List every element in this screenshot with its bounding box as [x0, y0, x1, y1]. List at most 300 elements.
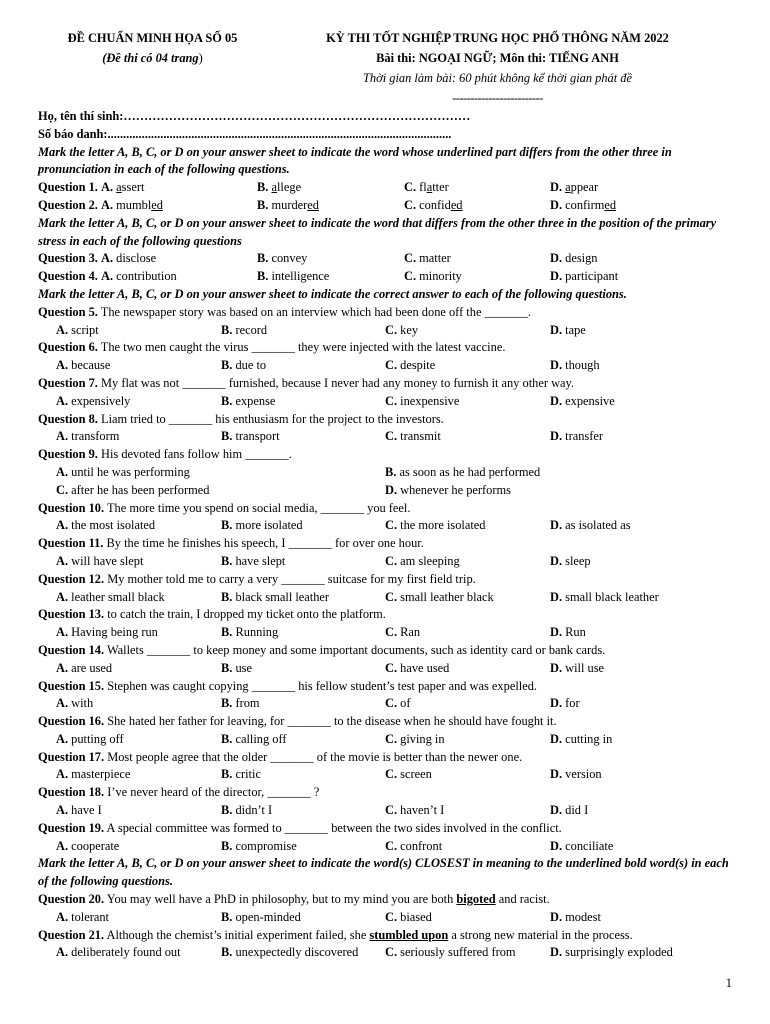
option-text: haven’t I [400, 803, 445, 818]
question-text: Wallets _______ to keep money and some important documents, such as identity card or bank cards. [106, 642, 606, 657]
question-2-row [38, 197, 733, 215]
grammar-questions [38, 304, 733, 856]
question-19-option-d [550, 838, 613, 856]
question-12-option-d [550, 589, 659, 607]
question-15-option-d [550, 695, 580, 713]
option-text: will have slept [71, 553, 144, 568]
candidate-name-field: Họ, tên thí sinh:………………………………………………………………………… [38, 109, 471, 123]
question-19-options [38, 838, 733, 856]
question-text: The more time you spend on social media, _______ you feel. [106, 500, 411, 515]
question-17 [38, 749, 733, 767]
option-letter: B. [385, 464, 397, 479]
option-text: contribution [116, 269, 177, 284]
option-text: expensive [565, 393, 615, 408]
option-text: leather small black [71, 589, 165, 604]
header-left [40, 28, 265, 68]
option-letter: B. [257, 180, 269, 195]
question-17-option-d [550, 766, 602, 784]
option-letter: B. [257, 269, 269, 284]
option-text: the more isolated [400, 518, 486, 533]
option-text: seriously suffered from [400, 945, 516, 960]
option-letter: A. [56, 731, 69, 746]
option-letter: C. [385, 553, 398, 568]
question-15-options [38, 695, 733, 713]
option-letter: C. [385, 518, 398, 533]
option-letter: D. [550, 589, 563, 604]
question-10-option-b [221, 517, 303, 535]
question-14-option-b [221, 660, 252, 678]
option-text: tape [565, 322, 586, 337]
question-15 [38, 678, 733, 696]
question-5-option-d [550, 322, 586, 340]
question-text: I’ve never heard of the director, _______ ? [107, 785, 320, 800]
option-text: script [71, 322, 99, 337]
page-number: 1 [725, 976, 732, 990]
option-letter: B. [221, 589, 233, 604]
option-text-post: tter [432, 180, 449, 195]
option-text: biased [400, 909, 432, 924]
option-text: version [565, 767, 602, 782]
question-21-options [38, 944, 733, 962]
option-letter: A. [101, 180, 114, 195]
question-11-option-b [221, 553, 285, 571]
instruction-stress: Mark the letter A, B, C, or D on your answer sheet to indicate the word that differs from the other three in the position of the primary stress in each of the following questions [38, 215, 717, 248]
option-letter: B. [221, 625, 233, 640]
question-1 [38, 179, 733, 197]
option-text-pre: confid [419, 197, 451, 212]
question-18-options [38, 802, 733, 820]
question-12-option-b [221, 589, 329, 607]
question-2-option-b [257, 197, 319, 215]
option-text: Running [235, 625, 279, 640]
question-13-option-b [221, 624, 278, 642]
option-letter: C. [385, 767, 398, 782]
option-text: whenever he performs [400, 482, 511, 497]
option-letter: A. [56, 767, 69, 782]
option-letter: C. [385, 945, 398, 960]
question-21-option-c [385, 944, 516, 962]
underlined-part: ed [307, 197, 319, 212]
question-5-option-b [221, 322, 267, 340]
candidate-id-field: Số báo danh:............................................................................................................... [38, 126, 452, 141]
option-letter: A. [56, 393, 69, 408]
option-letter: D. [550, 429, 563, 444]
option-letter: B. [221, 429, 233, 444]
question-text-post: and racist. [495, 892, 550, 907]
question-2-option-a [38, 197, 163, 215]
option-text: deliberately found out [71, 945, 181, 960]
question-21-option-b [221, 944, 358, 962]
option-text: have used [400, 660, 450, 675]
option-letter: D. [550, 838, 563, 853]
underlined-part: ed [151, 197, 163, 212]
option-letter: D. [550, 909, 563, 924]
option-letter: D. [550, 731, 563, 746]
question-20 [38, 891, 733, 909]
option-text: design [565, 251, 598, 266]
option-letter: C. [385, 322, 398, 337]
question-text-pre: You may well have a PhD in philosophy, but to my mind you are both [106, 892, 457, 907]
option-letter: B. [221, 945, 233, 960]
question-11-option-a [56, 553, 143, 571]
question-20-option-a [56, 909, 109, 927]
question-2 [38, 197, 733, 215]
question-label: Question 18. [38, 785, 105, 800]
option-letter: A. [101, 269, 114, 284]
question-15-option-c [385, 695, 410, 713]
option-text: Run [565, 625, 586, 640]
option-text: with [71, 696, 94, 711]
option-text: am sleeping [400, 553, 460, 568]
option-text-pre: murder [271, 197, 308, 212]
question-label: Question 12. [38, 571, 105, 586]
question-16 [38, 713, 733, 731]
question-1-option-c [404, 179, 449, 197]
question-label: Question 9. [38, 447, 98, 462]
question-text: His devoted fans follow him _______. [101, 447, 292, 462]
option-letter: C. [385, 625, 398, 640]
question-label: Question 17. [38, 749, 105, 764]
question-label: Question 11. [38, 536, 104, 551]
option-text-pre: confirm [565, 197, 605, 212]
option-letter: C. [385, 696, 398, 711]
question-6-options [38, 357, 733, 375]
option-letter: D. [550, 803, 563, 818]
question-6-option-a [56, 357, 110, 375]
question-label: Question 3. [38, 251, 98, 266]
question-3-option-d [550, 250, 598, 268]
option-text-pre: mumbl [116, 197, 152, 212]
underlined-part: a [116, 180, 122, 195]
question-text: A special committee was formed to _______ between the two sides involved in the conflict. [106, 820, 562, 835]
question-21 [38, 927, 733, 945]
option-letter: D. [550, 393, 563, 408]
option-letter: B. [221, 358, 233, 373]
question-21-option-a [56, 944, 181, 962]
question-15-option-b [221, 695, 260, 713]
question-1-row [38, 179, 733, 197]
option-text: are used [71, 660, 113, 675]
option-text: putting off [71, 731, 124, 746]
exam-code-title: ĐỀ CHUẨN MINH HỌA SỐ 05 [67, 31, 238, 45]
question-7-option-c [385, 393, 459, 411]
question-label: Question 20. [38, 892, 105, 907]
question-5-option-a [56, 322, 99, 340]
option-text: of [400, 696, 411, 711]
underlined-part: a [426, 180, 433, 195]
option-letter: C. [385, 909, 398, 924]
option-letter: B. [221, 553, 233, 568]
option-letter: B. [221, 909, 233, 924]
option-letter: D. [550, 358, 563, 373]
question-9-options [38, 482, 733, 500]
question-19-option-a [56, 838, 119, 856]
question-13-option-c [385, 624, 420, 642]
question-label: Question 8. [38, 411, 98, 426]
question-7-option-a [56, 393, 130, 411]
question-14-options [38, 660, 733, 678]
question-7-option-d [550, 393, 615, 411]
question-20-option-b [221, 909, 301, 927]
option-text: inexpensive [400, 393, 460, 408]
question-label: Question 15. [38, 678, 105, 693]
option-letter: A. [56, 429, 69, 444]
question-9-option-d [385, 482, 511, 500]
question-6-option-b [221, 357, 266, 375]
question-10-option-d [550, 517, 631, 535]
question-9-options [38, 464, 733, 482]
option-text: expense [235, 393, 276, 408]
option-letter: D. [550, 518, 563, 533]
exam-subject: Bài thi: NGOẠI NGỮ; Môn thi: TIẾNG ANH [376, 51, 619, 65]
option-text: cooperate [71, 838, 120, 853]
option-text: confront [400, 838, 443, 853]
highlighted-word: bigoted [456, 892, 496, 907]
page-count-paren: ) [198, 51, 203, 65]
question-11-option-c [385, 553, 460, 571]
option-letter: C. [385, 660, 398, 675]
exam-title: KỲ THI TỐT NGHIỆP TRUNG HỌC PHỔ THÔNG NĂM 2022 [326, 31, 669, 45]
option-text: record [235, 322, 268, 337]
option-letter: B. [221, 731, 233, 746]
question-2-option-c [404, 197, 463, 215]
option-text: as isolated as [565, 518, 631, 533]
question-13-option-d [550, 624, 586, 642]
question-3 [38, 250, 733, 268]
option-letter: B. [221, 767, 233, 782]
option-text-pre: fl [419, 180, 427, 195]
question-17-option-b [221, 766, 261, 784]
question-7-options [38, 393, 733, 411]
option-text: minority [419, 269, 462, 284]
highlighted-word: stumbled upon [369, 927, 449, 942]
question-text: My flat was not _______ furnished, because I never had any money to furnish it any other way. [101, 375, 575, 390]
question-16-option-a [56, 731, 124, 749]
question-16-option-b [221, 731, 287, 749]
option-letter: A. [56, 909, 69, 924]
question-12-options [38, 589, 733, 607]
option-letter: D. [550, 251, 563, 266]
question-label: Question 16. [38, 714, 105, 729]
question-text: The newspaper story was based on an interview which had been done off the _______. [100, 304, 532, 319]
option-letter: C. [385, 589, 398, 604]
question-11-option-d [550, 553, 591, 571]
question-12-option-c [385, 589, 494, 607]
option-letter: D. [550, 696, 563, 711]
option-letter: C. [385, 358, 398, 373]
question-6-option-d [550, 357, 600, 375]
option-letter: A. [56, 803, 69, 818]
exam-time: Thời gian làm bài: 60 phút không kể thời gian phát đề [363, 71, 632, 85]
option-letter: A. [56, 838, 69, 853]
option-letter: A. [56, 625, 69, 640]
question-text: My mother told me to carry a very _______ suitcase for my first field trip. [107, 571, 476, 586]
option-letter: B. [221, 838, 233, 853]
option-letter: D. [550, 553, 563, 568]
option-letter: B. [257, 197, 269, 212]
underlined-part: a [565, 180, 571, 195]
question-19 [38, 820, 733, 838]
question-17-option-a [56, 766, 130, 784]
question-label: Question 1. [38, 180, 98, 195]
question-text: By the time he finishes his speech, I _______ for over one hour. [106, 536, 424, 551]
question-text: She hated her father for leaving, for _______ to the disease when he should have fought it. [107, 714, 557, 729]
option-text: due to [235, 358, 267, 373]
question-10-options [38, 517, 733, 535]
question-4 [38, 268, 733, 286]
question-9-option-b [385, 464, 540, 482]
option-text: conciliate [565, 838, 614, 853]
option-letter: A. [101, 197, 114, 212]
question-20-options [38, 909, 733, 927]
option-letter: C. [56, 482, 69, 497]
option-text: convey [271, 251, 308, 266]
option-letter: D. [550, 197, 563, 212]
question-19-option-b [221, 838, 297, 856]
question-10 [38, 500, 733, 518]
question-17-options [38, 766, 733, 784]
option-letter: A. [101, 251, 114, 266]
question-label: Question 10. [38, 500, 105, 515]
question-8-option-d [550, 428, 603, 446]
option-letter: A. [56, 696, 69, 711]
instruction-pronunciation: Mark the letter A, B, C, or D on your answer sheet to indicate the word whose underlined part differs from the other three in pronunciation in each of the following questions. [38, 144, 672, 177]
option-text: more isolated [235, 518, 303, 533]
option-letter: A. [56, 322, 69, 337]
question-10-option-a [56, 517, 155, 535]
option-letter: A. [56, 660, 69, 675]
question-13 [38, 606, 733, 624]
question-label: Question 2. [38, 197, 98, 212]
question-7-option-b [221, 393, 275, 411]
question-3-option-a [38, 250, 156, 268]
option-text: open-minded [235, 909, 301, 924]
option-letter: C. [385, 838, 398, 853]
option-text: small black leather [565, 589, 659, 604]
option-text: modest [565, 909, 601, 924]
question-text: Stephen was caught copying _______ his fellow student’s test paper and was expelled. [107, 678, 537, 693]
option-text: intelligence [271, 269, 330, 284]
option-text: though [565, 358, 600, 373]
question-4-option-a [38, 268, 177, 286]
question-8 [38, 411, 733, 429]
question-label: Question 13. [38, 607, 105, 622]
question-label: Question 21. [38, 927, 105, 942]
question-14-option-c [385, 660, 449, 678]
question-1-option-b [257, 179, 301, 197]
option-text: matter [419, 251, 451, 266]
option-letter: A. [56, 553, 69, 568]
question-16-option-d [550, 731, 612, 749]
option-letter: D. [550, 660, 563, 675]
option-text: key [400, 322, 419, 337]
question-1-option-a [38, 179, 144, 197]
option-letter: C. [385, 393, 398, 408]
option-text: transform [71, 429, 120, 444]
option-text: surprisingly exploded [565, 945, 673, 960]
header-rule: ------------------------- [452, 91, 543, 105]
option-letter: B. [221, 696, 233, 711]
option-letter: A. [56, 518, 69, 533]
question-label: Question 19. [38, 820, 105, 835]
option-letter: B. [221, 393, 233, 408]
option-letter: C. [385, 429, 398, 444]
question-8-option-c [385, 428, 441, 446]
option-text: Ran [400, 625, 421, 640]
question-7 [38, 375, 733, 393]
question-14 [38, 642, 733, 660]
question-18-option-d [550, 802, 588, 820]
option-text: because [71, 358, 111, 373]
option-text: disclose [116, 251, 157, 266]
question-19-option-c [385, 838, 442, 856]
question-8-option-a [56, 428, 119, 446]
option-text: transport [235, 429, 280, 444]
question-18-option-c [385, 802, 444, 820]
option-letter: B. [221, 518, 233, 533]
question-12-option-a [56, 589, 165, 607]
exam-header [0, 28, 770, 108]
option-letter: C. [385, 731, 398, 746]
question-14-option-a [56, 660, 112, 678]
option-letter: C. [404, 269, 417, 284]
question-5-options [38, 322, 733, 340]
option-text: have slept [235, 553, 286, 568]
option-text-post: llege [276, 180, 302, 195]
option-text: unexpectedly discovered [235, 945, 359, 960]
instruction-closest: Mark the letter A, B, C, or D on your answer sheet to indicate the word(s) CLOSEST in meaning to the underlined bold word(s) in each of the following questions. [38, 856, 729, 889]
question-8-options [38, 428, 733, 446]
option-letter: D. [550, 322, 563, 337]
option-letter: C. [404, 251, 417, 266]
question-11 [38, 535, 733, 553]
option-text: masterpiece [71, 767, 131, 782]
option-text: critic [235, 767, 261, 782]
question-label: Question 6. [38, 340, 98, 355]
page-count-text: (Đề thi có 04 trang [102, 51, 199, 65]
question-5 [38, 304, 733, 322]
option-letter: B. [257, 251, 269, 266]
stress-questions [38, 250, 733, 286]
question-16-options [38, 731, 733, 749]
option-text: transfer [565, 429, 603, 444]
option-text: transmit [400, 429, 441, 444]
question-label: Question 7. [38, 375, 98, 390]
question-18 [38, 784, 733, 802]
option-letter: B. [221, 660, 233, 675]
question-21-option-d [550, 944, 673, 962]
question-2-option-d [550, 197, 616, 215]
question-12 [38, 571, 733, 589]
option-text: have I [71, 803, 102, 818]
question-1-option-d [550, 179, 598, 197]
question-text: Liam tried to _______ his enthusiasm for the project to the investors. [101, 411, 444, 426]
question-text-post: a strong new material in the process. [448, 927, 633, 942]
option-text: giving in [400, 731, 445, 746]
header-right [285, 28, 710, 108]
option-text: calling off [235, 731, 287, 746]
underlined-part: ed [450, 197, 463, 212]
option-text: black small leather [235, 589, 330, 604]
option-text: compromise [235, 838, 297, 853]
option-letter: A. [56, 358, 69, 373]
option-text: for [565, 696, 580, 711]
question-11-options [38, 553, 733, 571]
question-text: The two men caught the virus _______ they were injected with the latest vaccine. [100, 340, 506, 355]
option-text: the most isolated [71, 518, 156, 533]
question-4-option-c [404, 268, 462, 286]
question-13-options [38, 624, 733, 642]
